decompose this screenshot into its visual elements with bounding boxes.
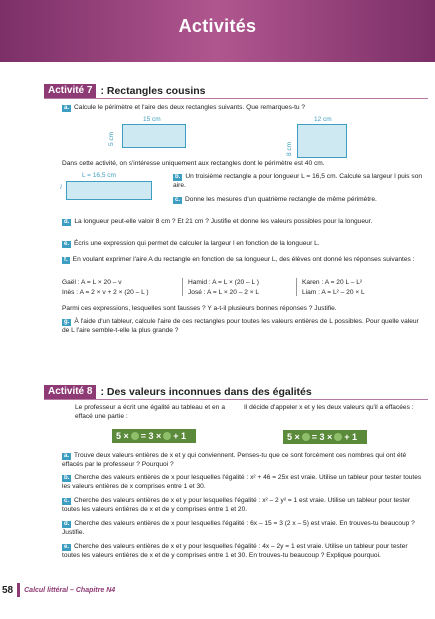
- a8-b-text: Cherche des valeurs entières de x pour lesquelles l'égalité : x² + 46 = 25x est vraie. Utilise un tableur pour tester toutes les valeurs entières de x comprises entre 1 et 30.: [62, 474, 422, 490]
- answer-gael: Gaël : A = L × 20 – ν: [62, 279, 122, 286]
- activity7-title: : Rectangles cousins: [100, 85, 206, 97]
- board-left: 5 × = 3 × + 1: [112, 429, 196, 443]
- label-d: d.: [64, 219, 70, 225]
- label-d: d.: [64, 521, 70, 527]
- a7-b-text: Un troisième rectangle a pour longueur L = 16,5 cm. Calcule sa largeur l puis son aire.: [173, 173, 423, 189]
- page-title: Activités: [178, 16, 257, 36]
- rectangle-1: [122, 124, 186, 148]
- a7-e-text: Écris une expression qui permet de calculer la largeur l en fonction de la longueur L.: [74, 240, 320, 247]
- rect2-height: 8 cm: [286, 141, 293, 156]
- label-c: c.: [175, 197, 181, 203]
- footer-bar: [17, 583, 20, 597]
- answer-liam: Liam : A = L² – 20 × L: [302, 289, 365, 296]
- answer-hamid: Hamid : A = L × (20 – L ): [188, 279, 259, 286]
- rect1-height: 5 cm: [108, 131, 115, 146]
- rectangle-3: [66, 181, 152, 200]
- rect3-length: L = 16,5 cm: [82, 172, 116, 179]
- a7-c-text: Donne les mesures d'un quatrième rectangle de même périmètre.: [185, 196, 377, 203]
- a8-question-e: [62, 543, 424, 560]
- label-f: f.: [64, 257, 68, 263]
- a7-question-c: [173, 196, 423, 205]
- erased-dot: [163, 432, 171, 440]
- a7-question-e: [62, 240, 424, 249]
- erased-dot: [131, 432, 139, 440]
- a8-question-b: [62, 474, 424, 491]
- rect1-width: 15 cm: [143, 116, 161, 123]
- answer-jose: José : A = L × 20 – 2 × L: [188, 289, 260, 296]
- label-a: a.: [64, 453, 70, 459]
- footer: [0, 583, 115, 597]
- erased-dot: [334, 433, 342, 441]
- erased-dot: [302, 433, 310, 441]
- activity7-tag: Activité 7: [44, 84, 96, 98]
- a8-e-text: Cherche des valeurs entières de x et y pour lesquelles l'égalité : 4x – 2y = 1 est vraie. Utilise un tableur pour tester toutes les valeurs entières de x et de y comprises entre 1 et 30. En trouves-tu beaucoup ? Explique pourquoi.: [62, 543, 408, 559]
- activity8-header: [44, 385, 312, 399]
- activity7-header: [44, 84, 206, 98]
- rect3-width: l: [60, 184, 62, 191]
- a7-a-text: Calcule le périmètre et l'aire des deux rectangles suivants. Que remarques-tu ?: [74, 104, 306, 111]
- label-a: a.: [64, 105, 70, 111]
- a8-intro-left: Le professeur a écrit une égalité au tableau et en a effacé une partie :: [75, 404, 225, 420]
- a7-g-text: À l'aide d'un tableur, calcule l'aire de ces rectangles pour toutes les valeurs entières de L possibles. Pour quelle valeur de L l'aire semble-t-elle la plus grande ?: [62, 318, 419, 334]
- label-b: b.: [64, 475, 70, 481]
- label-e: e.: [64, 544, 70, 550]
- a7-question-d: [62, 218, 424, 227]
- label-e: e.: [64, 241, 70, 247]
- a8-question-d: [62, 520, 424, 537]
- a7-intro: Dans cette activité, on s'intéresse uniquement aux rectangles dont le périmètre est 40 cm.: [62, 160, 325, 167]
- answer-karen: Karen : A = 20 L – L²: [302, 279, 363, 286]
- label-c: c.: [64, 498, 70, 504]
- a8-c-text: Cherche des valeurs entières de x et y pour lesquelles l'égalité : x² – 2 y² = 1 est vraie. Utilise un tableur pour tester toutes les valeurs entières de x et de y comprises entre 1 et 20.: [62, 497, 411, 513]
- activity8-title: : Des valeurs inconnues dans des égalités: [100, 386, 312, 398]
- a7-question-a: [62, 104, 422, 113]
- header-banner: [0, 0, 435, 62]
- a7-d-text: La longueur peut-elle valoir 8 cm ? Et 21 cm ? Justifie et donne les valeurs possibles pour la longueur.: [74, 218, 373, 225]
- rect2-width: 12 cm: [314, 116, 332, 123]
- a8-question-c: [62, 497, 424, 514]
- a8-question-a: [62, 452, 424, 469]
- a8-a-text: Trouve deux valeurs entières de x et y qui conviennent. Penses-tu que ce sont forcément ces nombres qui ont été effacés par le professeur ? Pourquoi ?: [62, 452, 407, 468]
- board-right: 5 × = 3 × + 1: [283, 430, 367, 444]
- footer-text: Calcul littéral – Chapitre N4: [24, 586, 116, 594]
- a8-intro-right: Il décide d'appeler x et y les deux valeurs qu'il a effacées :: [244, 404, 414, 411]
- page-number: 58: [2, 584, 14, 596]
- activity8-rule: [44, 399, 428, 400]
- a7-question-b: [173, 173, 423, 190]
- a7-question-f: [62, 256, 424, 265]
- answer-ines: Inès : A = 2 × ν + 2 × (20 – L ): [62, 289, 149, 296]
- rectangle-2: [297, 124, 347, 158]
- a7-f-text: En voulant exprimer l'aire A du rectangle en fonction de sa longueur L, des élèves ont donné les réponses suivantes :: [72, 256, 415, 263]
- a7-question-g: [62, 318, 424, 335]
- a8-d-text: Cherche des valeurs entières de x pour lesquelles l'égalité : 6x – 15 = 3 (2 x – 5) est vraie. En trouves-tu beaucoup ? Justifie.: [62, 520, 415, 536]
- activity8-tag: Activité 8: [44, 385, 96, 399]
- label-b: b.: [175, 174, 181, 180]
- separator: [182, 278, 183, 296]
- label-g: g.: [64, 319, 70, 325]
- a7-f-question: Parmi ces expressions, lesquelles sont fausses ? Y a-t-il plusieurs bonnes réponses ? Justifie.: [62, 305, 337, 312]
- separator: [296, 278, 297, 296]
- activity7-rule: [44, 98, 428, 99]
